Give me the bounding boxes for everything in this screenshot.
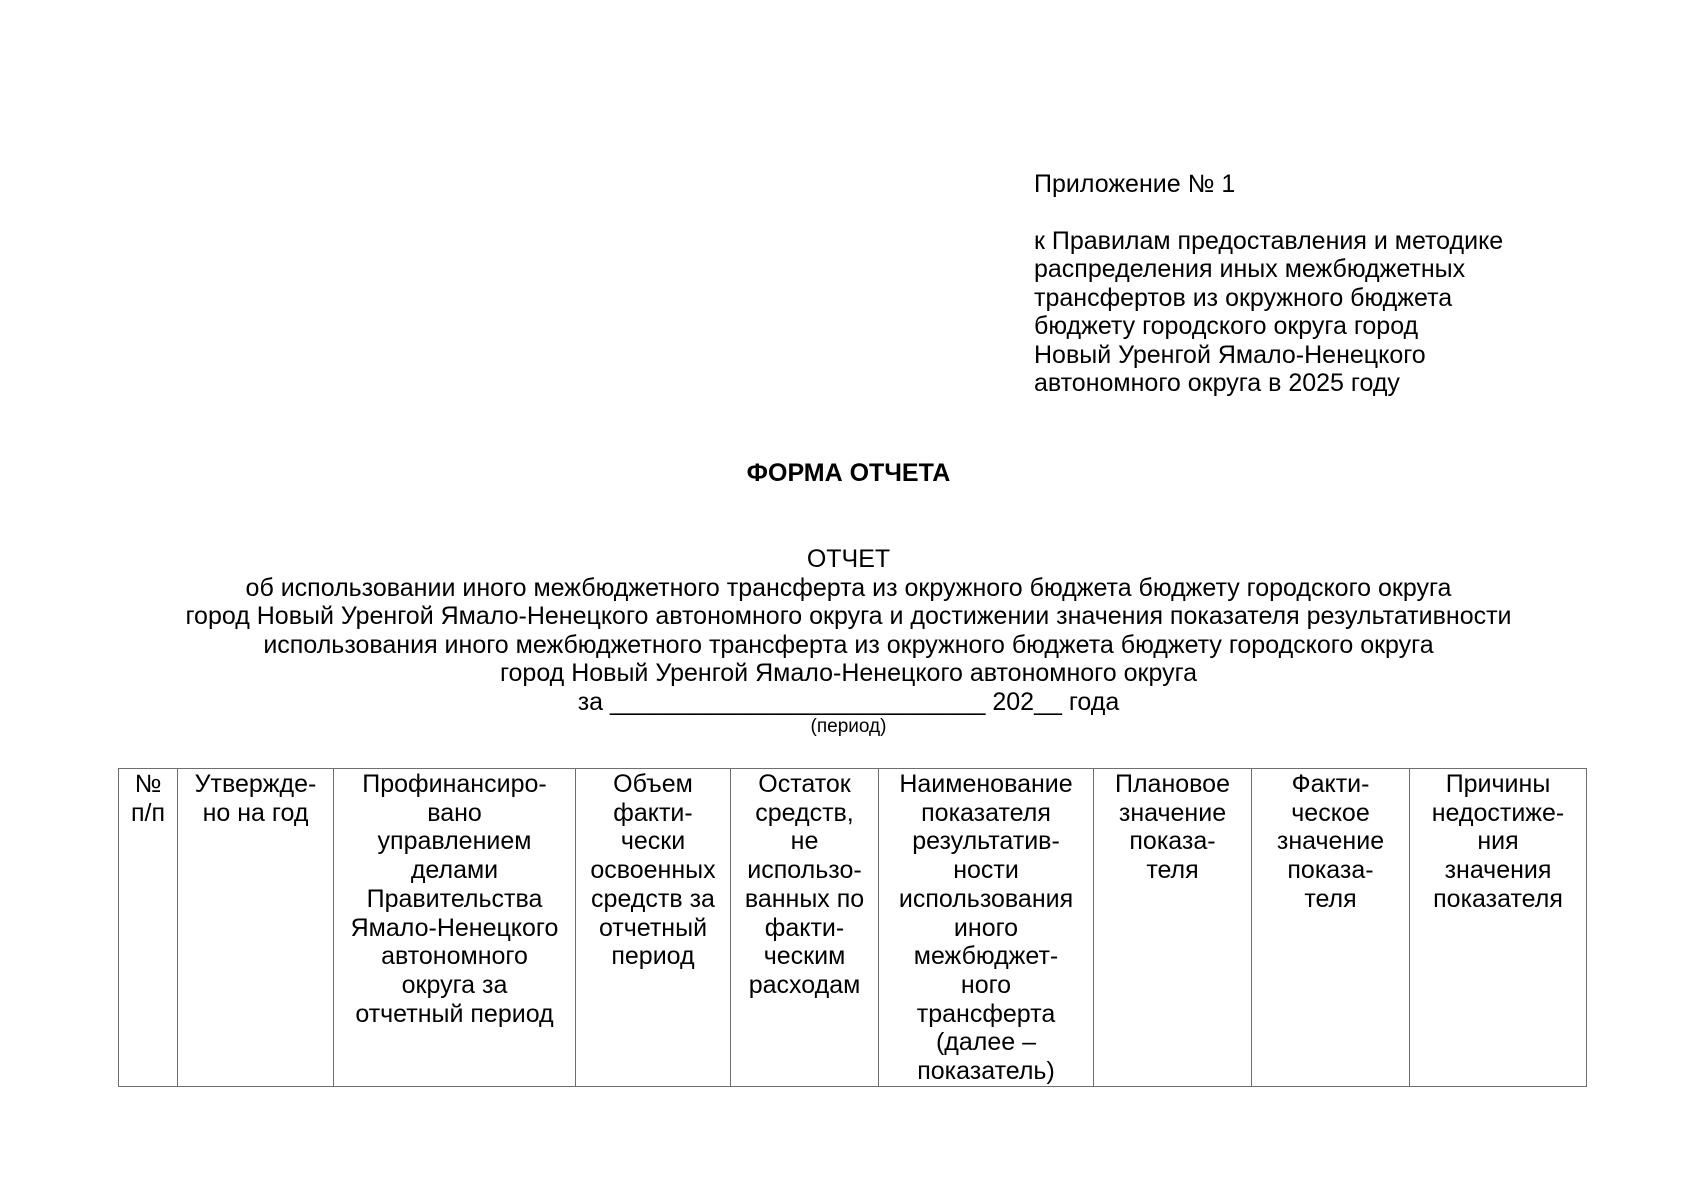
column-header-line: освоенных xyxy=(590,856,716,885)
column-header-line: трансферта xyxy=(916,999,1056,1028)
appendix-line: автономного округа в 2025 году xyxy=(1034,369,1400,397)
column-header-line: Профинансиро- xyxy=(362,770,547,798)
appendix-block xyxy=(1034,170,1634,398)
form-heading: ФОРМА ОТЧЕТА xyxy=(746,459,951,487)
column-header-line: расходам xyxy=(748,970,861,999)
appendix-line: бюджету городского округа город xyxy=(1034,312,1419,340)
report-period-line: за ___________________________ 202__ года xyxy=(577,687,1120,716)
col-header-financed xyxy=(334,769,576,1087)
report-title-line: об использовании иного межбюджетного трансферта из окружного бюджета бюджету городского округа xyxy=(245,573,1452,602)
column-header-line: Правительства xyxy=(366,884,543,913)
col-header-indicator-name xyxy=(879,769,1094,1087)
column-header-line: Утвержде- xyxy=(194,770,317,798)
col-header-spent xyxy=(576,769,731,1087)
appendix-line: распределения иных межбюджетных xyxy=(1034,255,1466,283)
column-header-line: факти- xyxy=(764,913,845,942)
appendix-line: к Правилам предоставления и методике xyxy=(1034,226,1504,255)
column-header-line: ческое xyxy=(1291,798,1370,827)
column-header-line: Объем xyxy=(613,770,693,798)
report-title-line: ОТЧЕТ xyxy=(806,545,891,573)
column-header-line: округа за xyxy=(401,970,508,999)
column-header-line: но на год xyxy=(202,798,309,827)
column-header-line: результатив- xyxy=(912,827,1060,856)
column-header-line: делами xyxy=(410,856,499,885)
column-header-line: отчетный xyxy=(598,913,708,942)
report-title xyxy=(0,545,1697,716)
col-header-planned-value xyxy=(1094,769,1252,1087)
column-header-line: показа- xyxy=(1129,827,1216,856)
report-title-line: город Новый Уренгой Ямало-Ненецкого автономного округа xyxy=(499,659,1198,687)
column-header-line: теля xyxy=(1304,884,1357,913)
column-header-line: показателя xyxy=(1433,884,1563,913)
column-header-line: Наименование xyxy=(899,770,1073,798)
column-header-line: ния xyxy=(1477,827,1519,856)
col-header-remainder xyxy=(731,769,879,1087)
column-header-line: не xyxy=(790,827,819,856)
column-header-line: № xyxy=(134,770,162,798)
column-header-line: иного xyxy=(953,913,1019,942)
appendix-line: Новый Уренгой Ямало-Ненецкого xyxy=(1034,340,1426,369)
appendix-line: трансфертов из окружного бюджета xyxy=(1034,283,1453,312)
column-header-line: вано xyxy=(427,798,482,827)
col-header-actual-value xyxy=(1252,769,1410,1087)
column-header-line: Факти- xyxy=(1291,770,1370,798)
column-header-line: средств, xyxy=(755,798,854,827)
column-header-line: Остаток xyxy=(758,770,851,798)
column-header-line: ванных по xyxy=(744,884,865,913)
column-header-line: показатель) xyxy=(917,1057,1055,1086)
column-header-line: ческим xyxy=(763,942,846,971)
column-header-line: значение xyxy=(1118,798,1227,827)
column-header-line: значение xyxy=(1276,827,1385,856)
column-header-line: п/п xyxy=(130,798,166,827)
column-header-line: ности xyxy=(953,856,1019,885)
column-header-line: факти- xyxy=(613,798,693,827)
column-header-line: Ямало-Ненецкого xyxy=(350,913,559,942)
column-header-line: Плановое xyxy=(1115,770,1230,798)
period-caption: (период) xyxy=(810,716,887,737)
column-header-line: отчетный период xyxy=(355,999,554,1028)
report-title-line: использования иного межбюджетного трансферта из окружного бюджета бюджету городского округа xyxy=(263,630,1434,659)
col-header-approved xyxy=(178,769,334,1087)
column-header-line: показа- xyxy=(1287,856,1374,885)
report-table xyxy=(118,768,1587,1087)
column-header-line: использо- xyxy=(747,856,862,885)
appendix-title: Приложение № 1 xyxy=(1034,170,1236,198)
column-header-line: (далее – xyxy=(935,1028,1037,1057)
column-header-line: средств за xyxy=(591,884,715,913)
column-header-line: значения xyxy=(1444,856,1552,885)
column-header-line: период xyxy=(611,942,695,971)
column-header-line: управлением xyxy=(377,827,532,856)
report-title-line: город Новый Уренгой Ямало-Ненецкого автономного округа и достижении значения показателя результативности xyxy=(185,602,1512,630)
column-header-line: использования xyxy=(898,884,1074,913)
col-header-reasons xyxy=(1410,769,1587,1087)
column-header-line: межбюджет- xyxy=(913,942,1059,971)
column-header-line: автономного xyxy=(381,942,528,971)
column-header-line: недостиже- xyxy=(1431,798,1565,827)
column-header-line: Причины xyxy=(1445,770,1551,798)
column-header-line: теля xyxy=(1146,856,1199,885)
col-header-number xyxy=(119,769,178,1087)
table-header-row xyxy=(119,769,1587,1087)
column-header-line: ного xyxy=(960,970,1012,999)
column-header-line: чески xyxy=(620,827,686,856)
column-header-line: показателя xyxy=(921,798,1051,827)
